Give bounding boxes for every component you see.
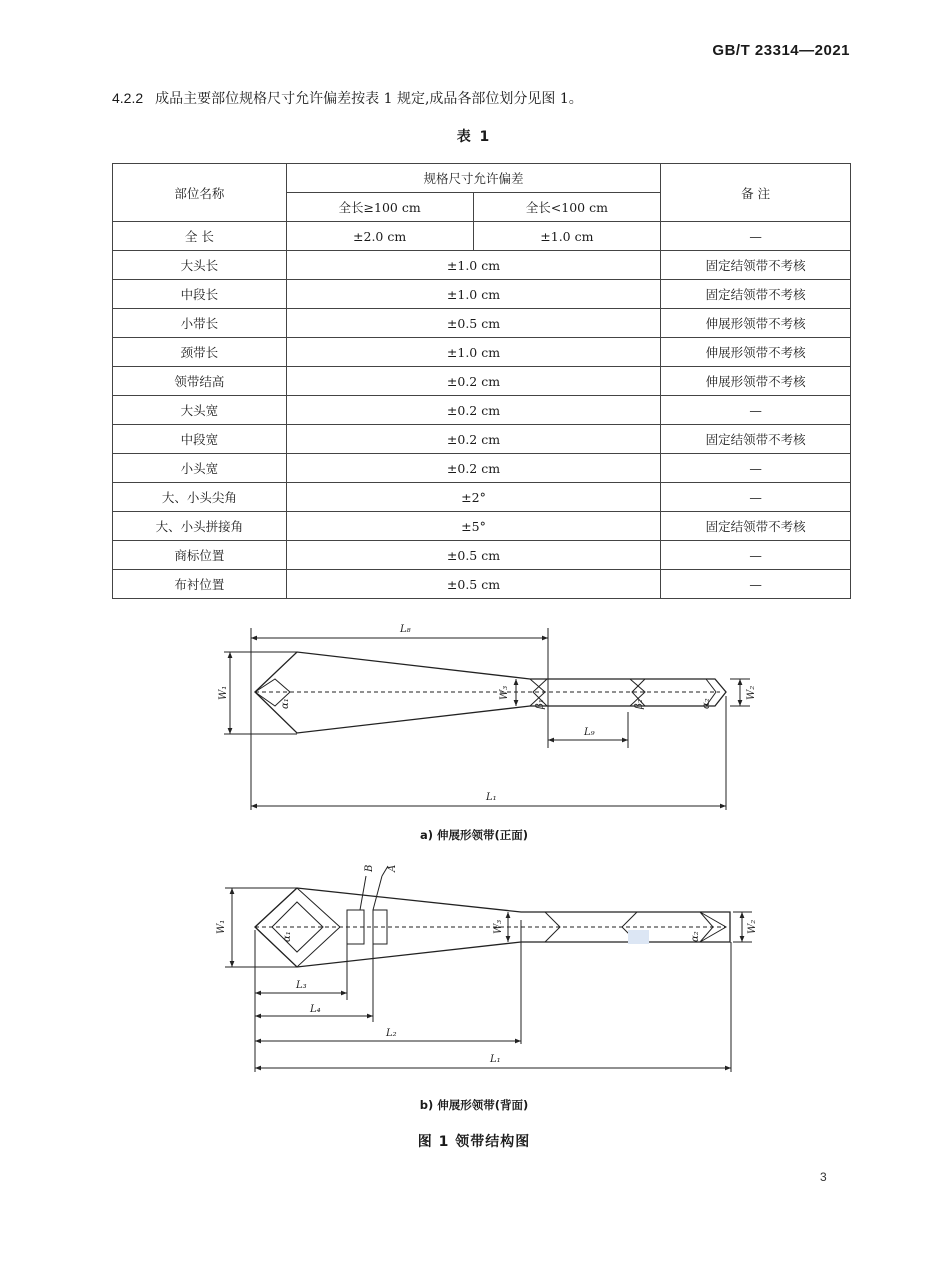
row-name: 领带结高: [113, 367, 287, 396]
label-w2: W₂: [746, 685, 757, 700]
label-beta1: β₁: [535, 699, 546, 709]
row-name: 布衬位置: [113, 570, 287, 599]
label-beta2: β₂: [634, 699, 645, 709]
label-w3-back: W₃: [493, 919, 504, 934]
row-name: 大头长: [113, 251, 287, 280]
label-l1-back: L₁: [490, 1054, 501, 1065]
row-name: 大头宽: [113, 396, 287, 425]
label-w3: W₃: [499, 685, 510, 700]
row-name: 中段宽: [113, 425, 287, 454]
clause-paragraph: [112, 88, 583, 108]
clause-number: 4.2.2: [112, 90, 144, 106]
row-name: 商标位置: [113, 541, 287, 570]
row-value: ±0.2 cm: [286, 425, 661, 454]
row-remark: —: [661, 541, 851, 570]
figure-title: 图 1 领带结构图: [417, 1134, 531, 1150]
table-row: [113, 222, 851, 251]
table-row: [113, 541, 851, 570]
table-row: [113, 512, 851, 541]
header-len-ge-100: 全长≥100 cm: [286, 193, 473, 222]
row-name: 大、小头尖角: [113, 483, 287, 512]
back-view-drawing: [225, 866, 752, 1072]
row-value: ±0.2 cm: [286, 396, 661, 425]
row-value: ±0.2 cm: [286, 454, 661, 483]
row-value: ±5°: [286, 512, 661, 541]
row-name: 中段长: [113, 280, 287, 309]
row-name: 全 长: [113, 222, 287, 251]
label-l3: L₃: [296, 980, 307, 991]
row-value-lt100: ±1.0 cm: [473, 222, 661, 251]
clause-text: 成品主要部位规格尺寸允许偏差按表 1 规定,成品各部位划分见图 1。: [155, 91, 583, 107]
table-row: [113, 425, 851, 454]
label-alpha1-back: α₁: [282, 931, 293, 942]
label-w1-back: W₁: [216, 919, 227, 934]
table-title: 表 1: [456, 129, 492, 145]
row-value: ±0.5 cm: [286, 309, 661, 338]
page-number: 3: [820, 1170, 827, 1184]
row-value-ge100: ±2.0 cm: [286, 222, 473, 251]
label-b: B: [364, 864, 375, 872]
row-remark: 伸展形领带不考核: [661, 338, 851, 367]
row-value: ±1.0 cm: [286, 251, 661, 280]
label-l8: L₈: [400, 624, 411, 635]
label-l9: L₉: [584, 727, 595, 738]
caption-a: a) 伸展形领带(正面): [419, 828, 529, 842]
label-alpha2: α₂: [701, 698, 712, 709]
table-row: [113, 396, 851, 425]
table-row: [113, 483, 851, 512]
row-name: 小头宽: [113, 454, 287, 483]
row-value: ±2°: [286, 483, 661, 512]
table-row: [113, 454, 851, 483]
label-alpha1: α₁: [280, 698, 291, 709]
row-remark: 伸展形领带不考核: [661, 367, 851, 396]
table-row: [113, 251, 851, 280]
header-part-name: 部位名称: [113, 164, 287, 222]
table-row: [113, 367, 851, 396]
row-remark: 固定结领带不考核: [661, 512, 851, 541]
label-a: A: [387, 864, 398, 872]
row-remark: 固定结领带不考核: [661, 251, 851, 280]
table-row: [113, 338, 851, 367]
row-remark: 伸展形领带不考核: [661, 309, 851, 338]
row-remark: —: [661, 570, 851, 599]
header-remark: 备 注: [661, 164, 851, 222]
table-row: [113, 280, 851, 309]
row-name: 小带长: [113, 309, 287, 338]
caption-b: b) 伸展形领带(背面): [419, 1098, 529, 1112]
row-remark: 固定结领带不考核: [661, 280, 851, 309]
label-l2: L₂: [386, 1028, 397, 1039]
row-remark: —: [661, 396, 851, 425]
row-remark: —: [661, 454, 851, 483]
row-name: 颈带长: [113, 338, 287, 367]
label-w1: W₁: [218, 685, 229, 700]
row-value: ±0.2 cm: [286, 367, 661, 396]
header-len-lt-100: 全长<100 cm: [473, 193, 661, 222]
row-remark: 固定结领带不考核: [661, 425, 851, 454]
row-name: 大、小头拼接角: [113, 512, 287, 541]
label-alpha2-back: α₂: [690, 931, 701, 942]
tolerance-table: [112, 163, 851, 599]
row-value: ±0.5 cm: [286, 541, 661, 570]
table-row: [113, 570, 851, 599]
table-row: [113, 309, 851, 338]
label-w2-back: W₂: [747, 919, 758, 934]
highlight-mark: [628, 930, 649, 944]
label-l4: L₄: [310, 1004, 321, 1015]
front-view-drawing: [224, 628, 750, 810]
label-l1: L₁: [486, 792, 497, 803]
row-value: ±1.0 cm: [286, 338, 661, 367]
row-remark: —: [661, 483, 851, 512]
row-remark: —: [661, 222, 851, 251]
row-value: ±1.0 cm: [286, 280, 661, 309]
row-value: ±0.5 cm: [286, 570, 661, 599]
header-tolerance: 规格尺寸允许偏差: [286, 164, 661, 193]
standard-code: GB/T 23314—2021: [712, 42, 850, 59]
